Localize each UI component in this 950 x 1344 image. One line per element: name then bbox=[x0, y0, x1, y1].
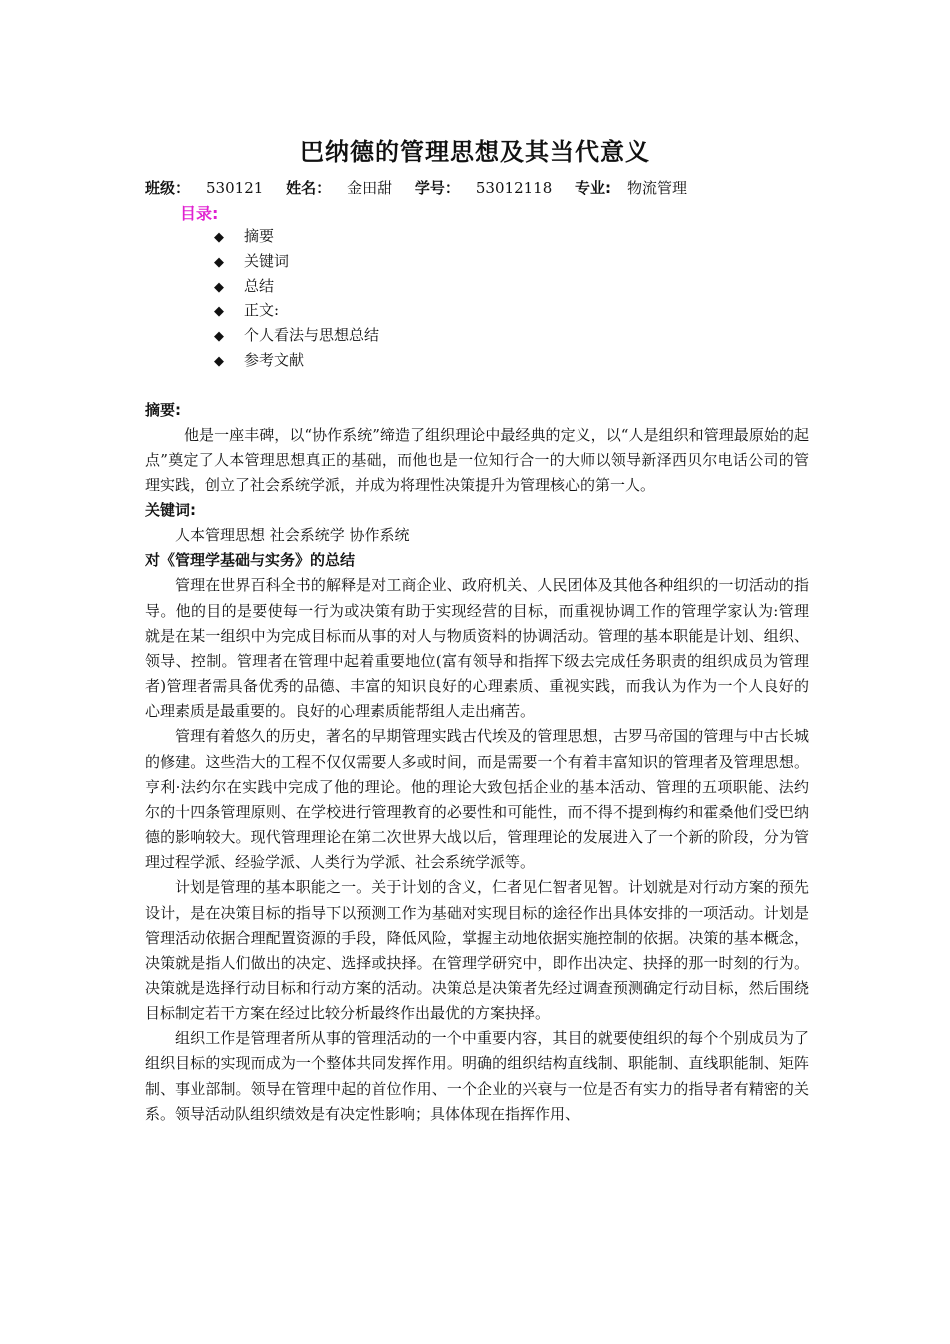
diamond-bullet-icon: ◆ bbox=[214, 329, 224, 345]
major-label: 专业: bbox=[575, 179, 612, 197]
toc-item: ◆ 摘要 bbox=[214, 224, 379, 249]
toc-item: ◆ 参考文献 bbox=[214, 348, 379, 373]
document-title: 巴纳德的管理思想及其当代意义 bbox=[300, 138, 650, 166]
toc-item: ◆ 关键词 bbox=[214, 249, 379, 274]
summary-paragraph: 计划是管理的基本职能之一。关于计划的含义，仁者见仁智者见智。计划就是对行动方案的预先设计，是在决策目标的指导下以预测工作为基础对实现目标的途径作出具体安排的一项活动。计划是管理活动依据合理配置资源的手段，降低风险，掌握主动地依据实施控制的依据。决策的基本概念，决策就是指人们做出的决定、选择或抉择。在管理学研究中，即作出决定、抉择的那一时刻的行为。决策就是选择行动目标和行动方案的活动。决策总是决策者先经过调查预测确定行动目标，然后围绕目标制定若干方案在经过比较分析最终作出最优的方案抉择。 bbox=[145, 878, 809, 1023]
toc-item: ◆ 个人看法与思想总结 bbox=[214, 323, 379, 348]
keywords-heading: 关键词: bbox=[145, 501, 196, 520]
toc-heading: 目录: bbox=[180, 204, 219, 223]
student-id-value: 53012118 bbox=[475, 179, 553, 197]
name-label: 姓名： bbox=[286, 179, 332, 197]
diamond-bullet-icon: ◆ bbox=[214, 353, 224, 369]
document-body bbox=[145, 398, 809, 1127]
abstract-heading: 摘要: bbox=[145, 401, 181, 419]
name-value: 金田甜 bbox=[347, 179, 393, 197]
major-value: 物流管理 bbox=[627, 179, 688, 197]
toc-item: ◆ 总结 bbox=[214, 274, 379, 299]
diamond-bullet-icon: ◆ bbox=[214, 279, 224, 295]
student-id-label: 学号： bbox=[414, 179, 460, 197]
diamond-bullet-icon: ◆ bbox=[214, 304, 224, 320]
class-label: 班级： bbox=[145, 179, 191, 197]
table-of-contents bbox=[214, 224, 379, 373]
diamond-bullet-icon: ◆ bbox=[214, 254, 224, 270]
summary-paragraph: 管理在世界百科全书的解释是对工商企业、政府机关、人民团体及其他各种组织的一切活动的指导。他的目的是要使每一行为或决策有助于实现经营的目标，而重视协调工作的管理学家认为:管理就是在某一组织中为完成目标而从事的对人与物质资料的协调活动。管理的基本职能是计划、组织、领导、控制。管理者在管理中起着重要地位(富有领导和指挥下级去完成任务职责的组织成员为管理者)管理者需具备优秀的品德、丰富的知识良好的心理素质、重视实践，而我认为作为一个人良好的心理素质是最重要的。良好的心理素质能帮组人走出痛苦。 bbox=[145, 576, 809, 721]
summary-paragraph: 管理有着悠久的历史，著名的早期管理实践古代埃及的管理思想，古罗马帝国的管理与中古长城的修建。这些浩大的工程不仅仅需要人多或时间，而是需要一个有着丰富知识的管理者及管理思想。亨利·法约尔在实践中完成了他的理论。他的理论大致包括企业的基本活动、管理的五项职能、法约尔的十四条管理原则、在学校进行管理教育的必要性和可能性，而不得不提到梅约和霍桑他们受巴纳德的影响较大。现代管理理论在第二次世界大战以后，管理理论的发展进入了一个新的阶段，分为管理过程学派、经验学派、人类行为学派、社会系统学派等。 bbox=[145, 727, 809, 872]
toc-item: ◆ 正文: bbox=[214, 298, 379, 323]
student-info-line bbox=[145, 177, 705, 198]
abstract-paragraph: 他是一座丰碑，以“协作系统”缔造了组织理论中最经典的定义，以“人是组织和管理最原始的起点”奠定了人本管理思想真正的基础，而他也是一位知行合一的大师以领导新泽西贝尔电话公司的管理实践，创立了社会系统学派，并成为将理性决策提升为管理核心的第一人。 bbox=[145, 426, 809, 495]
keywords-text: 人本管理思想 社会系统学 协作系统 bbox=[175, 526, 410, 545]
summary-paragraph: 组织工作是管理者所从事的管理活动的一个中重要内容，其目的就要使组织的每个个别成员为了组织目标的实现而成为一个整体共同发挥作用。明确的组织结构直线制、职能制、直线职能制、矩阵制、事业部制。领导在管理中起的首位作用、一个企业的兴衰与一位是否有实力的指导者有精密的关系。领导活动队组织绩效是有决定性影响；具体体现在指挥作用、 bbox=[145, 1029, 809, 1123]
class-value: 530121 bbox=[206, 179, 264, 197]
diamond-bullet-icon: ◆ bbox=[214, 230, 224, 245]
summary-heading: 对《管理学基础与实务》的总结 bbox=[145, 551, 356, 570]
